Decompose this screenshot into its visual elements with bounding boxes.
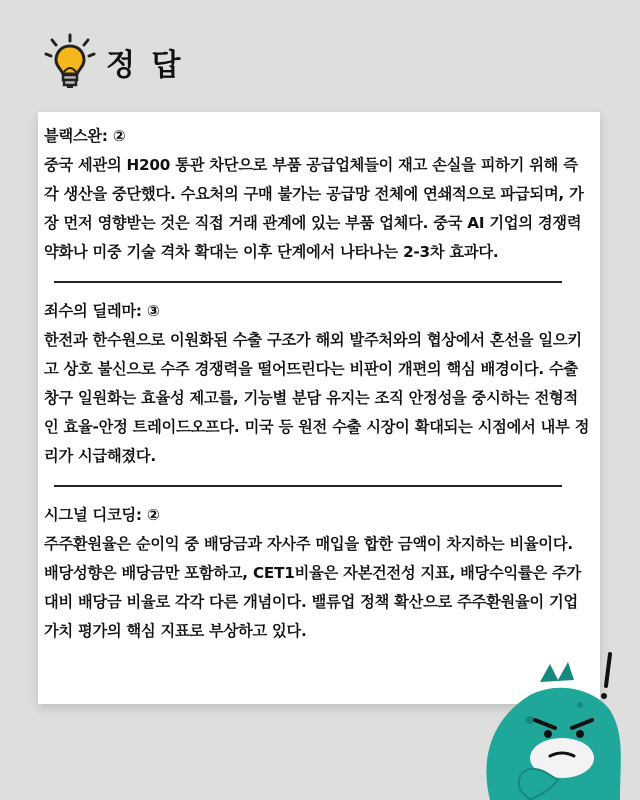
section-body: 한전과 한수원으로 이원화된 수출 구조가 해외 발주처와의 협상에서 혼선을 일으키고 상호 불신으로 수주 경쟁력을 떨어뜨린다는 비판이 개편의 핵심 배경이다. 수출 창구 일원화는 효율성 제고를, 기능별 분담 유지는 조직 안정성을 중시하는 전형적인 효율-안정 트레이드오프다. 미국 등 원전 수출 시장이 확대되는 시점에서 내부 정리가 시급해졌다. xyxy=(44,331,590,465)
section-heading: 시그널 디코딩: ② xyxy=(44,506,160,524)
answer-card xyxy=(38,112,600,704)
answer-section-black-swan xyxy=(44,122,592,267)
lightbulb-icon xyxy=(38,32,102,92)
section-divider xyxy=(54,281,562,283)
section-heading: 블랙스완: ② xyxy=(44,127,126,145)
section-heading: 죄수의 딜레마: ③ xyxy=(44,302,160,320)
section-body: 중국 세관의 H200 통관 차단으로 부품 공급업체들이 재고 손실을 피하기 위해 즉각 생산을 중단했다. 수요처의 구매 불가는 공급망 전체에 연쇄적으로 파급되며, 가장 먼저 영향받는 것은 직접 거래 관계에 있는 부품 업체다. 중국 AI 기업의 경쟁력 약화나 미중 기술 격차 확대는 이후 단계에서 나타나는 2-3차 효과다. xyxy=(44,156,584,261)
answer-section-prisoners-dilemma xyxy=(44,297,592,471)
answer-header xyxy=(38,32,183,92)
page-title: 정 답 xyxy=(106,48,184,83)
section-divider xyxy=(54,485,562,487)
section-body: 주주환원율은 순이익 중 배당금과 자사주 매입을 합한 금액이 차지하는 비율이다. 배당성향은 배당금만 포함하고, CET1비율은 자본건전성 지표, 배당수익률은 주가 대비 배당금 비율로 각각 다른 개념이다. 밸류업 정책 확산으로 주주환원율이 기업가치 평가의 핵심 지표로 부상하고 있다. xyxy=(44,535,582,640)
dinosaur-mascot-illustration xyxy=(470,650,640,800)
answer-section-signal-decoding xyxy=(44,501,592,646)
